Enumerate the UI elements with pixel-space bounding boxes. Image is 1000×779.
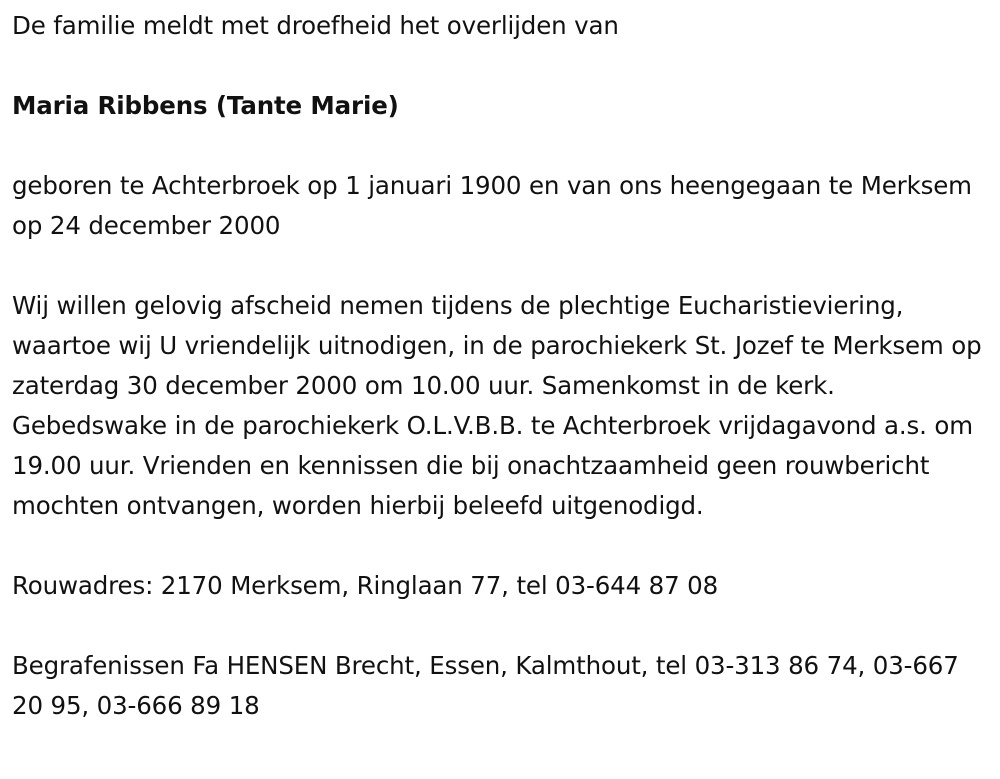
funeral-home-text: Begrafenissen Fa HENSEN Brecht, Essen, Kalmthout, tel 03-313 86 74, 03-667 20 95, 03-666 89 18 [12,651,959,720]
mourning-address: Rouwadres: 2170 Merksem, Ringlaan 77, tel 03-644 87 08 [12,571,719,600]
intro-text: De familie meldt met droefheid het overlijden van [12,11,619,40]
birth-death-text: geboren te Achterbroek op 1 januari 1900 en van ons heengegaan te Merksem op 24 december 2000 [12,171,972,240]
deceased-name: Maria Ribbens (Tante Marie) [12,91,399,120]
ceremony-text: Wij willen gelovig afscheid nemen tijdens de plechtige Eucharistieviering, waartoe wij U vriendelijk uitnodigen, in de parochiekerk St. Jozef te Merksem op zaterdag 30 december 2000 om 10.00 uur. Samenkomst in de kerk. Gebedswake in de parochiekerk O.L.V.B.B. te Achterbroek vrijdagavond a.s. om 19.00 uur. Vrienden en kennissen die bij onachtzaamheid geen rouwbericht mochten ontvangen, worden hierbij beleefd uitgenodigd. [12,291,982,520]
